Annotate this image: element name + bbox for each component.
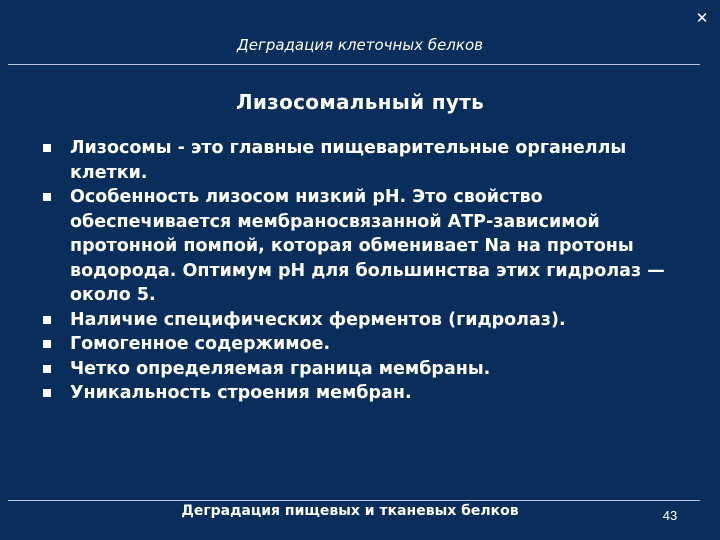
square-bullet-icon xyxy=(43,365,51,373)
header-title: Деградация клеточных белков xyxy=(237,36,483,54)
slide-title: Лизосомальный путь xyxy=(235,90,485,114)
bullet-item xyxy=(40,332,680,357)
close-icon[interactable]: ✕ xyxy=(695,9,709,27)
bullet-text: Четко определяемая граница мембраны. xyxy=(70,358,491,379)
bullet-text: Уникальность строения мембран. xyxy=(70,383,412,403)
page-number: 43 xyxy=(662,508,678,523)
bullet-text: Особенность лизосом низкий рН. Это свойство обеспечивается мембраносвязанной АТР-зависимой протонной помпой, которая обменивает Na на протоны водорода. Оптимум рН для большинства этих гидролаз — около 5. xyxy=(70,187,665,305)
square-bullet-icon xyxy=(43,340,51,348)
bullet-text: Наличие специфических ферментов (гидролаз). xyxy=(70,309,566,330)
bullet-text: Гомогенное содержимое. xyxy=(70,334,331,354)
header-divider xyxy=(8,64,700,65)
bullet-item xyxy=(40,136,680,185)
bullet-list xyxy=(40,136,680,406)
bullet-item xyxy=(40,308,680,333)
bullet-item xyxy=(40,185,680,308)
bullet-item xyxy=(40,357,680,382)
footer-text: Деградация пищевых и тканевых белков xyxy=(181,503,519,519)
square-bullet-icon xyxy=(43,316,51,324)
bullet-item xyxy=(40,381,680,406)
square-bullet-icon xyxy=(43,193,51,201)
square-bullet-icon xyxy=(43,389,51,397)
bullet-text: Лизосомы - это главные пищеварительные органеллы клетки. xyxy=(70,138,627,183)
square-bullet-icon xyxy=(43,144,51,152)
